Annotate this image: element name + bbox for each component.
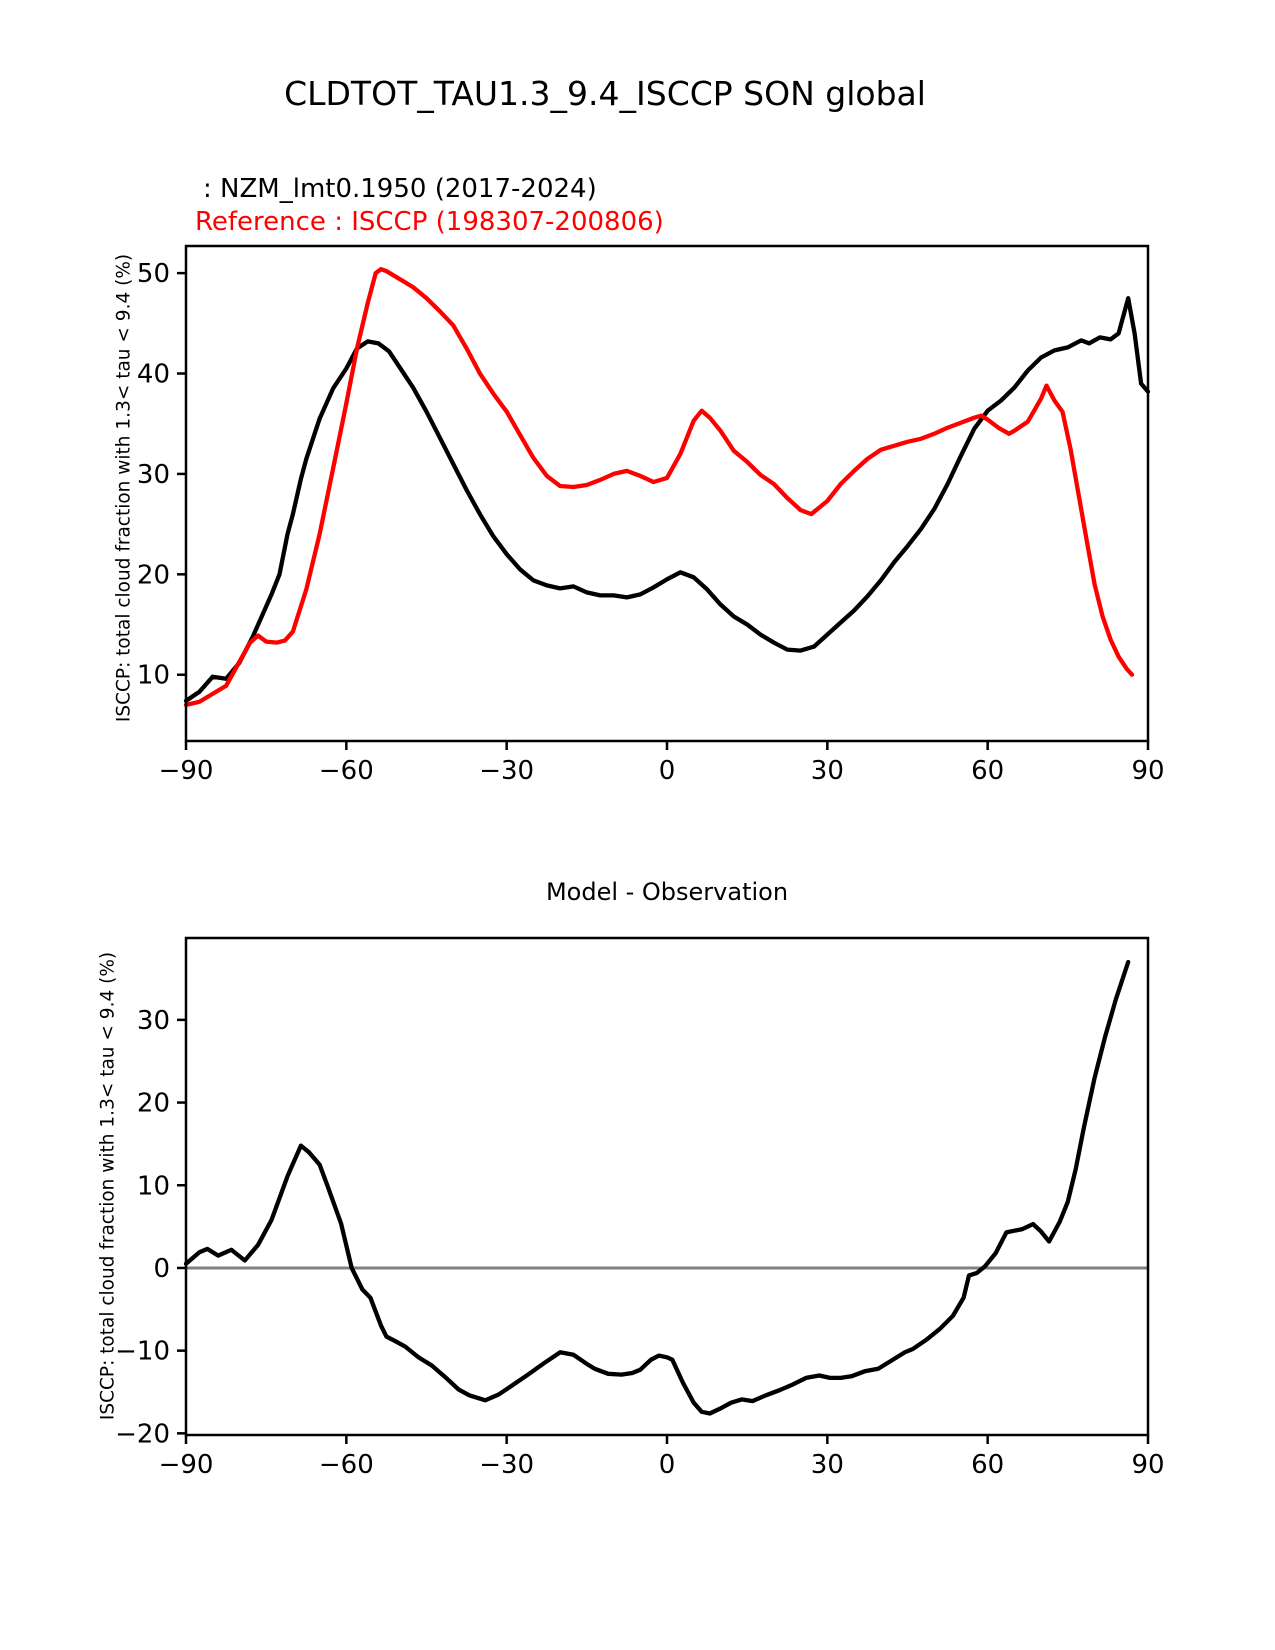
y-tick-label: 20 <box>136 1088 170 1119</box>
x-tick-label: 60 <box>971 756 1005 786</box>
y-tick-label: 40 <box>136 359 170 390</box>
x-tick-label: −60 <box>318 1450 374 1480</box>
bottom-chart <box>115 938 1164 1480</box>
y-tick-label: 10 <box>136 660 170 691</box>
x-tick-label: −30 <box>479 756 535 786</box>
bottom-chart-ylabel: ISCCP: total cloud fraction with 1.3< tau < 9.4 (%) <box>97 951 119 1421</box>
legend-reference-label: Reference : ISCCP (198307-200806) <box>195 207 664 237</box>
x-tick-label: −90 <box>158 1450 214 1480</box>
y-tick-label: −10 <box>115 1336 170 1367</box>
y-tick-label: 10 <box>136 1171 170 1202</box>
y-tick-label: 30 <box>136 1005 170 1036</box>
x-tick-label: 60 <box>971 1450 1005 1480</box>
axes-spines <box>186 938 1148 1435</box>
series-line-model-0 <box>186 298 1148 701</box>
y-tick-label: 30 <box>136 459 170 490</box>
x-tick-label: 90 <box>1131 1450 1165 1480</box>
y-tick-label: 0 <box>153 1253 170 1284</box>
x-tick-label: 30 <box>810 756 844 786</box>
y-tick-label: 20 <box>136 560 170 591</box>
series-line-model-1 <box>186 962 1128 1414</box>
x-tick-label: −30 <box>479 1450 535 1480</box>
x-tick-label: −60 <box>318 756 374 786</box>
x-tick-label: 90 <box>1131 756 1165 786</box>
x-tick-label: 30 <box>810 1450 844 1480</box>
x-tick-label: 0 <box>658 756 676 786</box>
bottom-chart-title: Model - Observation <box>545 878 789 906</box>
top-chart <box>137 246 1165 786</box>
axes-spines <box>186 246 1148 741</box>
x-tick-label: −90 <box>158 756 214 786</box>
y-tick-label: 50 <box>136 259 170 290</box>
y-tick-label: −20 <box>115 1419 170 1450</box>
top-chart-ylabel: ISCCP: total cloud fraction with 1.3< tau < 9.4 (%) <box>113 253 135 723</box>
x-tick-label: 0 <box>658 1450 676 1480</box>
figure-title: CLDTOT_TAU1.3_9.4_ISCCP SON global <box>284 74 926 113</box>
legend-model-label: : NZM_lmt0.1950 (2017-2024) <box>203 174 597 204</box>
series-line-reference-0 <box>186 269 1132 705</box>
